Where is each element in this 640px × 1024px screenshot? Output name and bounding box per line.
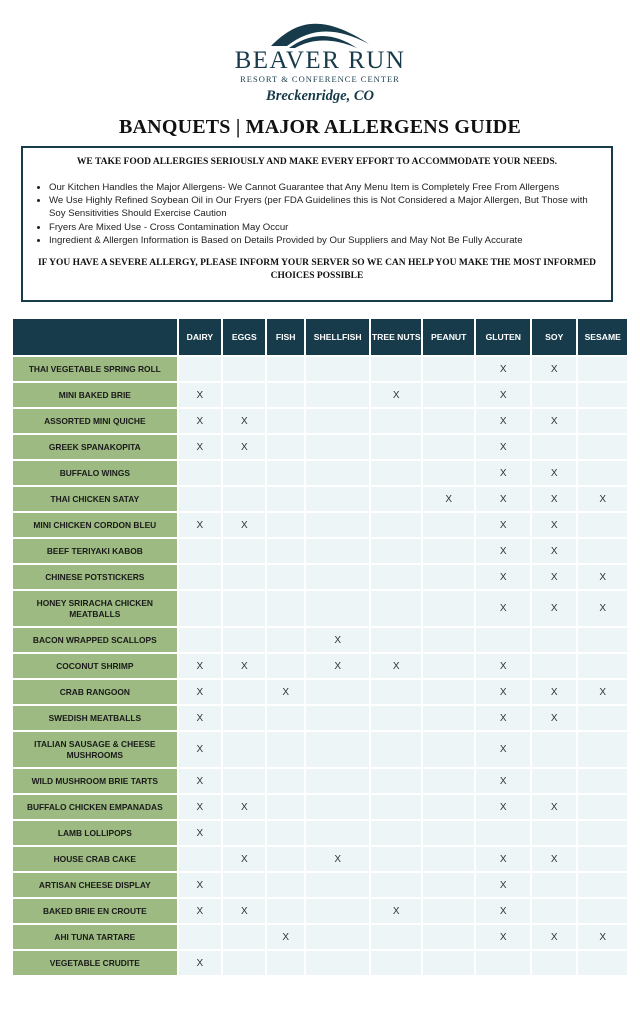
allergen-cell: [371, 461, 420, 485]
allergen-cell: [306, 925, 370, 949]
allergen-mark: X: [179, 409, 221, 433]
brand-logo: [0, 8, 640, 107]
menu-item-name: THAI CHICKEN SATAY: [13, 487, 177, 511]
menu-item-name: BUFFALO CHICKEN EMPANADAS: [13, 795, 177, 819]
allergen-cell: [532, 383, 576, 407]
allergen-cell: [306, 357, 370, 381]
menu-item-name: ARTISAN CHEESE DISPLAY: [13, 873, 177, 897]
allergen-cell: [423, 732, 475, 767]
allergen-cell: [267, 706, 303, 730]
allergen-mark: X: [532, 565, 576, 589]
allergen-cell: [223, 925, 265, 949]
table-row: [13, 409, 627, 433]
allergen-cell: [423, 461, 475, 485]
table-row: [13, 951, 627, 975]
table-row: [13, 654, 627, 678]
allergen-cell: [267, 539, 303, 563]
allergen-table: [11, 317, 629, 977]
allergen-cell: [423, 847, 475, 871]
allergen-mark: X: [532, 680, 576, 704]
brand-subtitle: RESORT & CONFERENCE CENTER: [240, 74, 400, 84]
menu-item-name: COCONUT SHRIMP: [13, 654, 177, 678]
allergen-cell: [306, 461, 370, 485]
allergen-cell: [423, 628, 475, 652]
table-row: [13, 383, 627, 407]
table-header-row: [13, 319, 627, 355]
allergen-cell: [423, 925, 475, 949]
allergen-mark: X: [476, 925, 530, 949]
allergen-cell: [267, 795, 303, 819]
allergen-cell: [267, 654, 303, 678]
allergen-cell: [306, 435, 370, 459]
allergen-mark: X: [476, 461, 530, 485]
allergen-cell: [223, 680, 265, 704]
allergen-cell: [223, 591, 265, 626]
allergen-mark: X: [578, 925, 627, 949]
allergen-mark: X: [179, 951, 221, 975]
allergen-cell: [179, 357, 221, 381]
allergen-mark: X: [476, 409, 530, 433]
allergen-cell: [578, 628, 627, 652]
table-row: [13, 461, 627, 485]
allergen-cell: [306, 769, 370, 793]
allergen-cell: [179, 847, 221, 871]
allergen-mark: X: [476, 706, 530, 730]
allergen-cell: [306, 821, 370, 845]
allergen-cell: [371, 706, 420, 730]
mountain-icon: [265, 8, 375, 50]
menu-item-name: LAMB LOLLIPOPS: [13, 821, 177, 845]
allergen-cell: [371, 435, 420, 459]
allergen-cell: [578, 409, 627, 433]
allergen-mark: X: [371, 899, 420, 923]
allergen-cell: [532, 769, 576, 793]
allergen-cell: [476, 628, 530, 652]
allergen-cell: [423, 654, 475, 678]
allergen-cell: [306, 873, 370, 897]
allergen-cell: [306, 383, 370, 407]
allergen-cell: [371, 732, 420, 767]
allergen-cell: [306, 409, 370, 433]
table-row: [13, 847, 627, 871]
allergen-cell: [423, 565, 475, 589]
allergen-cell: [578, 847, 627, 871]
header-dairy: DAIRY: [179, 319, 221, 355]
header-gluten: GLUTEN: [476, 319, 530, 355]
allergen-cell: [578, 461, 627, 485]
allergen-cell: [306, 795, 370, 819]
header-fish: FISH: [267, 319, 303, 355]
allergen-cell: [223, 873, 265, 897]
allergen-cell: [371, 357, 420, 381]
allergen-cell: [179, 628, 221, 652]
notice-bullet: • We Use Highly Refined Soybean Oil in Our Fryers (per FDA Guidelines this is Not Considered a Major Allergen, But Those with Soy Sensitivities Should Exercise Caution: [49, 194, 597, 220]
allergen-mark: X: [476, 847, 530, 871]
allergen-cell: [267, 769, 303, 793]
allergen-cell: [423, 706, 475, 730]
table-row: [13, 706, 627, 730]
allergen-mark: X: [532, 795, 576, 819]
menu-item-name: MINI BAKED BRIE: [13, 383, 177, 407]
allergen-mark: X: [532, 925, 576, 949]
allergen-cell: [371, 487, 420, 511]
table-row: [13, 795, 627, 819]
allergen-mark: X: [476, 732, 530, 767]
menu-item-name: HONEY SRIRACHA CHICKEN MEATBALLS: [13, 591, 177, 626]
allergen-mark: X: [532, 513, 576, 537]
table-row: [13, 873, 627, 897]
menu-item-name: SWEDISH MEATBALLS: [13, 706, 177, 730]
table-row: [13, 565, 627, 589]
allergen-cell: [423, 435, 475, 459]
header-shellfish: SHELLFISH: [306, 319, 370, 355]
allergen-cell: [306, 951, 370, 975]
allergen-mark: X: [476, 899, 530, 923]
menu-item-name: GREEK SPANAKOPITA: [13, 435, 177, 459]
allergen-cell: [423, 680, 475, 704]
table-row: [13, 513, 627, 537]
allergen-mark: X: [179, 873, 221, 897]
allergen-cell: [267, 873, 303, 897]
allergen-mark: X: [532, 487, 576, 511]
allergen-cell: [423, 873, 475, 897]
table-row: [13, 925, 627, 949]
menu-item-name: BACON WRAPPED SCALLOPS: [13, 628, 177, 652]
allergen-cell: [306, 706, 370, 730]
brand-name: BEAVER RUN: [234, 47, 406, 74]
allergen-mark: X: [306, 847, 370, 871]
allergen-cell: [371, 565, 420, 589]
allergen-mark: X: [306, 628, 370, 652]
allergen-mark: X: [179, 435, 221, 459]
menu-item-name: MINI CHICKEN CORDON BLEU: [13, 513, 177, 537]
notice-bullet: • Fryers Are Mixed Use - Cross Contamination May Occur: [49, 221, 597, 234]
allergen-mark: X: [532, 357, 576, 381]
allergen-cell: [371, 513, 420, 537]
menu-item-name: VEGETABLE CRUDITE: [13, 951, 177, 975]
allergen-mark: X: [223, 847, 265, 871]
table-row: [13, 539, 627, 563]
allergen-cell: [423, 513, 475, 537]
allergen-cell: [371, 847, 420, 871]
allergen-cell: [423, 357, 475, 381]
allergen-mark: X: [371, 383, 420, 407]
allergen-cell: [223, 487, 265, 511]
allergen-cell: [223, 461, 265, 485]
allergen-cell: [532, 899, 576, 923]
header-peanut: PEANUT: [423, 319, 475, 355]
allergen-mark: X: [179, 899, 221, 923]
allergen-cell: [267, 591, 303, 626]
allergen-cell: [267, 513, 303, 537]
table-row: [13, 357, 627, 381]
allergen-mark: X: [223, 409, 265, 433]
menu-item-name: WILD MUSHROOM BRIE TARTS: [13, 769, 177, 793]
allergen-cell: [476, 821, 530, 845]
allergen-cell: [223, 539, 265, 563]
allergy-notice: [21, 146, 613, 302]
allergen-mark: X: [532, 706, 576, 730]
allergen-cell: [371, 821, 420, 845]
allergen-cell: [423, 409, 475, 433]
allergen-mark: X: [476, 487, 530, 511]
allergen-mark: X: [179, 821, 221, 845]
allergen-mark: X: [179, 654, 221, 678]
allergen-cell: [476, 951, 530, 975]
allergen-mark: X: [267, 680, 303, 704]
table-row: [13, 591, 627, 626]
allergen-mark: X: [179, 732, 221, 767]
allergen-mark: X: [532, 409, 576, 433]
allergen-cell: [223, 706, 265, 730]
allergen-mark: X: [532, 461, 576, 485]
notice-list: [37, 181, 597, 247]
allergen-cell: [267, 435, 303, 459]
allergen-cell: [267, 487, 303, 511]
allergen-mark: X: [223, 435, 265, 459]
allergen-cell: [267, 821, 303, 845]
allergen-mark: X: [223, 654, 265, 678]
allergen-cell: [423, 539, 475, 563]
allergen-cell: [267, 383, 303, 407]
allergen-cell: [179, 539, 221, 563]
allergen-cell: [223, 769, 265, 793]
allergen-cell: [306, 899, 370, 923]
allergen-cell: [423, 821, 475, 845]
allergen-cell: [532, 951, 576, 975]
menu-item-name: ITALIAN SAUSAGE & CHEESE MUSHROOMS: [13, 732, 177, 767]
allergen-mark: X: [476, 591, 530, 626]
notice-heading: WE TAKE FOOD ALLERGIES SERIOUSLY AND MAKE EVERY EFFORT TO ACCOMMODATE YOUR NEEDS.: [76, 157, 558, 167]
allergen-cell: [532, 821, 576, 845]
menu-item-name: CRAB RANGOON: [13, 680, 177, 704]
allergen-cell: [267, 565, 303, 589]
allergen-cell: [371, 769, 420, 793]
allergen-mark: X: [532, 539, 576, 563]
allergen-cell: [578, 654, 627, 678]
allergen-cell: [223, 383, 265, 407]
allergen-mark: X: [179, 513, 221, 537]
allergen-mark: X: [476, 873, 530, 897]
table-row: [13, 628, 627, 652]
allergen-cell: [578, 769, 627, 793]
menu-item-name: ASSORTED MINI QUICHE: [13, 409, 177, 433]
allergen-mark: X: [423, 487, 475, 511]
allergen-mark: X: [476, 357, 530, 381]
header-item: [13, 319, 177, 355]
allergen-cell: [371, 628, 420, 652]
allergen-cell: [578, 795, 627, 819]
allergen-cell: [179, 591, 221, 626]
allergen-cell: [578, 732, 627, 767]
allergen-mark: X: [223, 795, 265, 819]
allergen-cell: [267, 409, 303, 433]
allergen-cell: [371, 680, 420, 704]
table-row: [13, 732, 627, 767]
allergen-cell: [306, 591, 370, 626]
allergen-mark: X: [179, 680, 221, 704]
allergen-mark: X: [371, 654, 420, 678]
allergen-cell: [223, 732, 265, 767]
allergen-cell: [306, 565, 370, 589]
allergen-cell: [423, 591, 475, 626]
allergen-cell: [306, 487, 370, 511]
allergen-cell: [532, 435, 576, 459]
allergen-cell: [306, 680, 370, 704]
allergen-mark: X: [476, 680, 530, 704]
allergen-mark: X: [306, 654, 370, 678]
table-row: [13, 821, 627, 845]
allergen-cell: [578, 821, 627, 845]
allergen-cell: [423, 899, 475, 923]
allergen-cell: [267, 899, 303, 923]
allergen-cell: [578, 383, 627, 407]
allergen-cell: [223, 821, 265, 845]
allergen-cell: [532, 654, 576, 678]
menu-item-name: BEEF TERIYAKI KABOB: [13, 539, 177, 563]
allergen-cell: [423, 383, 475, 407]
allergen-mark: X: [476, 383, 530, 407]
allergen-cell: [306, 539, 370, 563]
menu-item-name: BUFFALO WINGS: [13, 461, 177, 485]
allergen-cell: [267, 628, 303, 652]
table-row: [13, 899, 627, 923]
header-soy: SOY: [532, 319, 576, 355]
allergen-mark: X: [179, 795, 221, 819]
allergen-mark: X: [578, 591, 627, 626]
allergen-mark: X: [476, 435, 530, 459]
menu-item-name: AHI TUNA TARTARE: [13, 925, 177, 949]
allergen-cell: [179, 925, 221, 949]
allergen-cell: [267, 847, 303, 871]
header-tree-nuts: TREE NUTS: [371, 319, 420, 355]
allergen-mark: X: [476, 565, 530, 589]
allergen-cell: [578, 513, 627, 537]
allergen-mark: X: [223, 899, 265, 923]
allergen-cell: [223, 951, 265, 975]
allergen-mark: X: [578, 680, 627, 704]
allergen-cell: [578, 435, 627, 459]
menu-item-name: HOUSE CRAB CAKE: [13, 847, 177, 871]
allergen-cell: [267, 357, 303, 381]
header-sesame: SESAME: [578, 319, 627, 355]
allergen-cell: [267, 951, 303, 975]
allergen-cell: [423, 795, 475, 819]
allergen-mark: X: [267, 925, 303, 949]
allergen-cell: [179, 461, 221, 485]
allergen-cell: [371, 873, 420, 897]
allergen-cell: [223, 628, 265, 652]
menu-item-name: CHINESE POTSTICKERS: [13, 565, 177, 589]
allergen-mark: X: [179, 383, 221, 407]
allergen-mark: X: [476, 654, 530, 678]
allergen-cell: [267, 461, 303, 485]
notice-bullet: • Our Kitchen Handles the Major Allergens- We Cannot Guarantee that Any Menu Item is Completely Free From Allergens: [49, 181, 597, 194]
menu-item-name: THAI VEGETABLE SPRING ROLL: [13, 357, 177, 381]
allergen-cell: [578, 539, 627, 563]
allergen-mark: X: [532, 591, 576, 626]
allergen-cell: [267, 732, 303, 767]
table-row: [13, 435, 627, 459]
allergen-mark: X: [476, 539, 530, 563]
allergen-cell: [371, 925, 420, 949]
allergen-cell: [371, 951, 420, 975]
allergen-mark: X: [578, 565, 627, 589]
allergen-cell: [306, 513, 370, 537]
allergen-cell: [423, 769, 475, 793]
allergen-mark: X: [532, 847, 576, 871]
allergen-cell: [371, 539, 420, 563]
allergen-cell: [371, 795, 420, 819]
allergen-cell: [371, 591, 420, 626]
allergen-cell: [578, 951, 627, 975]
notice-footer: IF YOU HAVE A SEVERE ALLERGY, PLEASE INFORM YOUR SERVER SO WE CAN HELP YOU MAKE THE MOST INFORMED CHOICES POSSIBLE: [37, 258, 597, 282]
table-row: [13, 487, 627, 511]
allergen-cell: [532, 628, 576, 652]
table-row: [13, 769, 627, 793]
notice-bullet: • Ingredient & Allergen Information is Based on Details Provided by Our Suppliers and May Not Be Fully Accurate: [49, 234, 597, 247]
allergen-cell: [578, 357, 627, 381]
allergen-cell: [223, 565, 265, 589]
allergen-cell: [578, 899, 627, 923]
page-title: BANQUETS | MAJOR ALLERGENS GUIDE: [119, 116, 521, 138]
allergen-mark: X: [179, 706, 221, 730]
allergen-cell: [223, 357, 265, 381]
allergen-cell: [578, 706, 627, 730]
brand-location: Breckenridge, CO: [266, 88, 374, 104]
allergen-mark: X: [578, 487, 627, 511]
table-row: [13, 680, 627, 704]
header-eggs: EGGS: [223, 319, 265, 355]
allergen-cell: [179, 565, 221, 589]
allergen-cell: [532, 873, 576, 897]
allergen-cell: [179, 487, 221, 511]
allergen-mark: X: [476, 513, 530, 537]
allergen-cell: [371, 409, 420, 433]
allergen-cell: [578, 873, 627, 897]
allergen-mark: X: [476, 795, 530, 819]
allergen-cell: [423, 951, 475, 975]
menu-item-name: BAKED BRIE EN CROUTE: [13, 899, 177, 923]
allergen-mark: X: [179, 769, 221, 793]
allergen-cell: [306, 732, 370, 767]
allergen-mark: X: [223, 513, 265, 537]
allergen-cell: [532, 732, 576, 767]
allergen-mark: X: [476, 769, 530, 793]
